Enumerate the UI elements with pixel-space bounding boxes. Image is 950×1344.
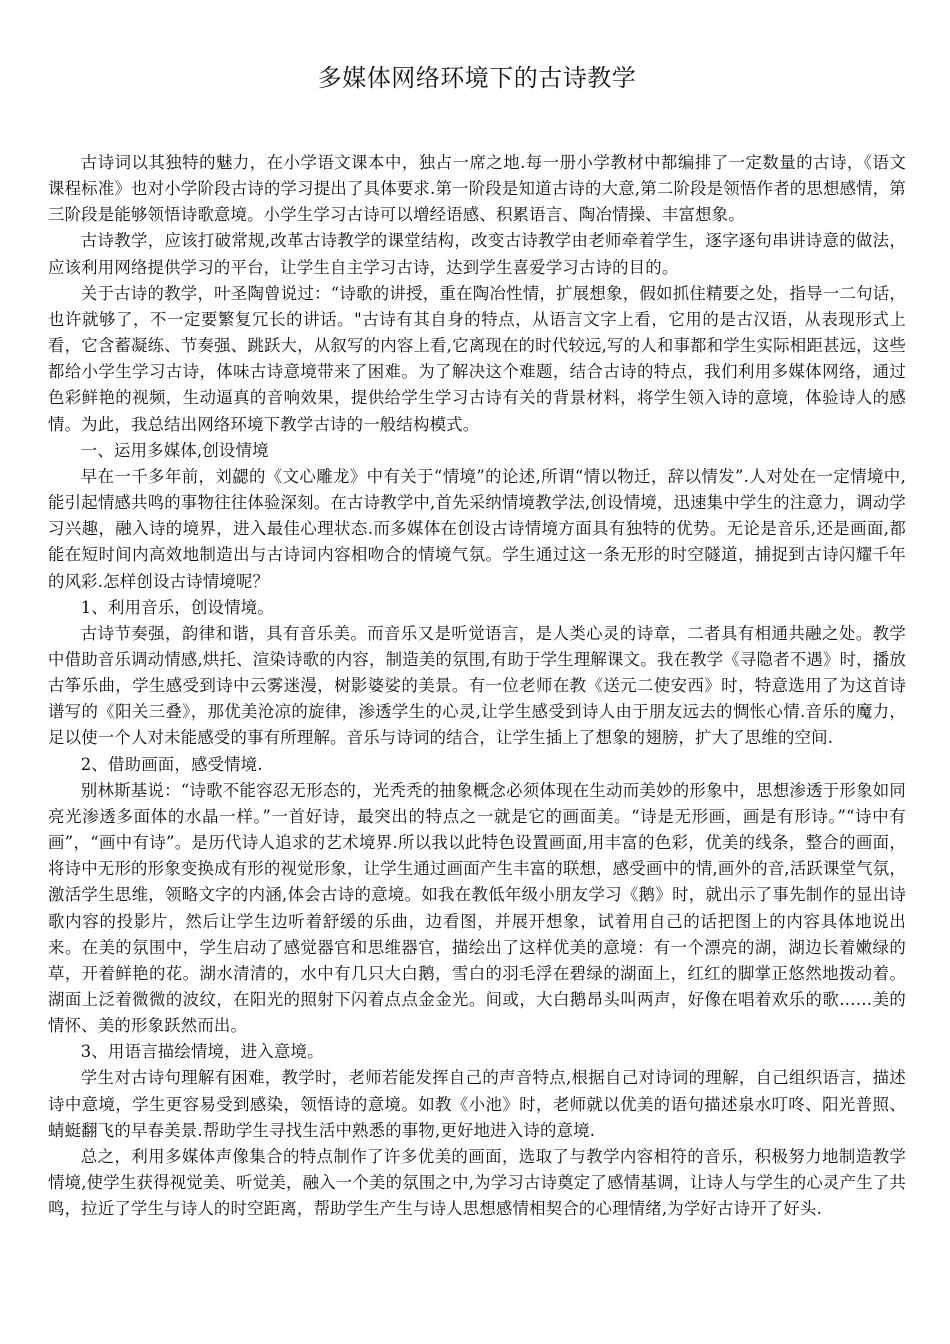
document-title: 多媒体网络环境下的古诗教学 [317, 64, 637, 92]
subsection-heading-images: 2、借助画面，感受情境. [80, 754, 263, 774]
subsection-heading-music: 1、利用音乐，创设情境。 [80, 597, 274, 617]
paragraph-context: 早在一千多年前，刘勰的《文心雕龙》中有关于“情境”的论述,所谓“情以物迁，辞以情发”.人对处在一定情境中,能引起情感共鸣的事物往往体验深刻。在古诗教学中,首先采纳情境教学法,创设情境，迅速集中学生的注意力，调动学习兴趣，融入诗的境界，进入最佳心理状态.而多媒体在创设古诗情境方面具有独特的优势。无论是音乐,还是画面,都能在短时间内高效地制造出与古诗词内容相吻合的情境气氛。学生通过这一条无形的时空隧道，捕捉到古诗闪耀千年的风彩.怎样创设古诗情境呢？ [48, 466, 906, 591]
paragraph-language: 学生对古诗句理解有困难，教学时，老师若能发挥自己的声音特点,根据自己对诗词的理解，自己组织语言，描述诗中意境，学生更容易受到感染，领悟诗的意境。如教《小池》时，老师就以优美的语句描述泉水叮咚、阳光普照、蜻蜓翻飞的早春美景.帮助学生寻找生活中熟悉的事物,更好地进入诗的意境. [48, 1068, 906, 1140]
paragraph-images: 别林斯基说：“诗歌不能容忍无形态的，光秃秃的抽象概念必须体现在生动而美妙的形象中，思想渗透于形象如同亮光渗透多面体的水晶一样。”一首好诗，最突出的特点之一就是它的画面美。“诗是无形画，画是有形诗。”“诗中有画”，“画中有诗”。是历代诗人追求的艺术境界.所以我以此特色设置画面,用丰富的色彩，优美的线条，整合的画面，将诗中无形的形象变换成有形的视觉形象，让学生通过画面产生丰富的联想，感受画中的情,画外的音,活跃课堂气氛，激活学生思维，领略文字的内涵,体会古诗的意境。如我在教低年级小朋友学习《鹅》时，就出示了事先制作的显出诗歌内容的投影片，然后让学生边听着舒缓的乐曲，边看图，并展开想象，试着用自己的话把图上的内容具体地说出来。在美的氛围中，学生启动了感觉器官和思维器官，描绘出了这样优美的意境：有一个漂亮的湖，湖边长着嫩绿的草，开着鲜艳的花。湖水清清的，水中有几只大白鹅，雪白的羽毛浮在碧绿的湖面上，红红的脚掌正悠然地拨动着。湖面上泛着微微的波纹，在阳光的照射下闪着点点金金光。间或，大白鹅昂头叫两声，好像在唱着欢乐的歌……美的情怀、美的形象跃然而出。 [48, 780, 906, 1036]
paragraph-conclusion: 总之，利用多媒体声像集合的特点制作了许多优美的画面，选取了与教学内容相符的音乐，积极努力地制造教学情境,使学生获得视觉美、听觉美，融入一个美的氛围之中,为学习古诗奠定了感情基调，让诗人与学生的心灵产生了共鸣，拉近了学生与诗人的时空距离，帮助学生产生与诗人思想感情相契合的心理情绪,为学好古诗开了好头. [48, 1146, 906, 1219]
section-heading-1: 一、运用多媒体,创设情境 [80, 440, 269, 460]
subsection-heading-language: 3、用语言描绘情境，进入意境。 [80, 1042, 324, 1062]
document-page [48, 0, 906, 1222]
paragraph-reform: 古诗教学，应该打破常规,改革古诗教学的课堂结构，改变古诗教学由老师牵着学生，逐字逐句串讲诗意的做法，应该利用网络提供学习的平台，让学生自主学习古诗，达到学生喜爱学习古诗的目的。 [48, 231, 906, 277]
paragraph-intro: 古诗词以其独特的魅力，在小学语文课本中，独占一席之地.每一册小学教材中都编排了一定数量的古诗，《语文课程标准》也对小学阶段古诗的学习提出了具体要求.第一阶段是知道古诗的大意,第二阶段是领悟作者的思想感情，第三阶段是能够领悟诗歌意境。小学生学习古诗可以增经语感、积累语言、陶冶情操、丰富想象。 [48, 153, 906, 225]
document-body [48, 150, 906, 1222]
paragraph-ye-shengtao-quote: 关于古诗的教学，叶圣陶曾说过：“诗歌的讲授，重在陶冶性情，扩展想象，假如抓住精要之处，指导一二句话，也许就够了，不一定要繁复冗长的讲话。"古诗有其自身的特点，从语言文字上看，它用的是古汉语，从表现形式上看，它含蓄凝练、节奏强、跳跃大，从叙写的内容上看,它离现在的时代较远,写的人和事都和学生实际相距甚远，这些都给小学生学习古诗，体味古诗意境带来了困难。为了解决这个难题，结合古诗的特点，我们利用多媒体网络，通过色彩鲜艳的视频，生动逼真的音响效果，提供给学生学习古诗有关的背景材料，将学生领入诗的意境，体验诗人的感情。为此，我总结出网络环境下教学古诗的一般结构模式。 [48, 283, 906, 434]
paragraph-music: 古诗节奏强，韵律和谐，具有音乐美。而音乐又是听觉语言，是人类心灵的诗章，二者具有相通共融之处。教学中借助音乐调动情感,烘托、渲染诗歌的内容，制造美的氛围,有助于学生理解课文。我在教学《寻隐者不遇》时，播放古筝乐曲，学生感受到诗中云雾迷漫，树影婆娑的美景。有一位老师在教《送元二使安西》时，特意选用了为这首诗谱写的《阳关三叠》，那优美沧凉的旋律，渗透学生的心灵,让学生感受到诗人由于朋友远去的惆怅心情.音乐的魔力，足以使一个人对未能感受的事有所理解。音乐与诗词的结合，让学生插上了想象的翅膀，扩大了思维的空间. [48, 623, 906, 748]
